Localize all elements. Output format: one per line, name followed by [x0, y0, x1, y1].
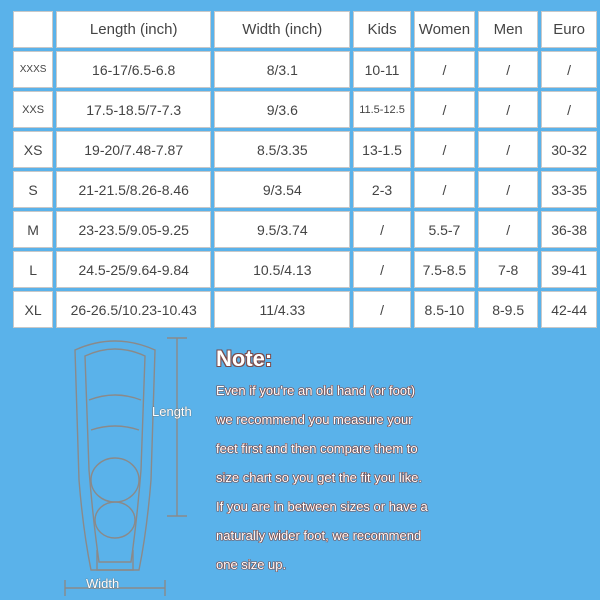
heel-strap: [97, 550, 133, 570]
men-cell: 8-9.5: [478, 291, 538, 328]
header-width: Width (inch): [214, 11, 350, 48]
men-cell: /: [478, 131, 538, 168]
table-row: [13, 51, 597, 88]
table-row: [13, 211, 597, 248]
women-cell: 7.5-8.5: [414, 251, 475, 288]
kids-cell: 2-3: [353, 171, 410, 208]
note-line: feet first and then compare them to: [216, 441, 418, 456]
note-line: Even if you're an old hand (or foot): [216, 383, 416, 398]
length-cell: 24.5-25/9.64-9.84: [56, 251, 211, 288]
note-title: Note:: [216, 346, 273, 371]
width-cell: 8/3.1: [214, 51, 350, 88]
length-cell: 17.5-18.5/7-7.3: [56, 91, 211, 128]
kids-cell: /: [353, 291, 410, 328]
women-cell: /: [414, 131, 475, 168]
size-cell: XXS: [13, 91, 53, 128]
men-cell: /: [478, 91, 538, 128]
table-row: [13, 251, 597, 288]
note-section: [216, 346, 596, 579]
note-line: we recommend you measure your: [216, 412, 413, 427]
fin-inner-outline: [85, 349, 145, 562]
kids-cell: 11.5-12.5: [353, 91, 410, 128]
header-women: Women: [414, 11, 475, 48]
note-line: If you are in between sizes or have a: [216, 499, 428, 514]
header-men: Men: [478, 11, 538, 48]
women-cell: 5.5-7: [414, 211, 475, 248]
kids-cell: 10-11: [353, 51, 410, 88]
length-cell: 23-23.5/9.05-9.25: [56, 211, 211, 248]
men-cell: /: [478, 51, 538, 88]
men-cell: /: [478, 171, 538, 208]
euro-cell: 30-32: [541, 131, 597, 168]
width-cell: 9/3.6: [214, 91, 350, 128]
note-line: size chart so you get the fit you like.: [216, 470, 422, 485]
table-row: [13, 171, 597, 208]
note-line: one size up.: [216, 557, 287, 572]
size-cell: XS: [13, 131, 53, 168]
length-cell: 21-21.5/8.26-8.46: [56, 171, 211, 208]
header-size: [13, 11, 53, 48]
euro-cell: /: [541, 51, 597, 88]
euro-cell: 36-38: [541, 211, 597, 248]
width-cell: 8.5/3.35: [214, 131, 350, 168]
table-header-row: [13, 11, 597, 48]
width-label: Width: [86, 576, 120, 591]
women-cell: 8.5-10: [414, 291, 475, 328]
women-cell: /: [414, 171, 475, 208]
table-row: [13, 91, 597, 128]
size-cell: S: [13, 171, 53, 208]
length-label: Length: [152, 404, 192, 419]
fin-rib: [91, 426, 139, 430]
euro-cell: 33-35: [541, 171, 597, 208]
length-cell: 16-17/6.5-6.8: [56, 51, 211, 88]
size-cell: XL: [13, 291, 53, 328]
header-kids: Kids: [353, 11, 410, 48]
header-length: Length (inch): [56, 11, 211, 48]
kids-cell: /: [353, 251, 410, 288]
size-cell: M: [13, 211, 53, 248]
length-cell: 19-20/7.48-7.87: [56, 131, 211, 168]
women-cell: /: [414, 51, 475, 88]
width-cell: 9.5/3.74: [214, 211, 350, 248]
fin-rib: [89, 395, 141, 400]
kids-cell: 13-1.5: [353, 131, 410, 168]
width-cell: 10.5/4.13: [214, 251, 350, 288]
swim-fin-diagram: [55, 330, 215, 600]
foot-pocket-inner: [95, 502, 135, 538]
women-cell: /: [414, 91, 475, 128]
note-line: naturally wider foot, we recommend: [216, 528, 422, 543]
kids-cell: /: [353, 211, 410, 248]
size-cell: XXXS: [13, 51, 53, 88]
table-row: [13, 291, 597, 328]
header-euro: Euro: [541, 11, 597, 48]
euro-cell: /: [541, 91, 597, 128]
men-cell: 7-8: [478, 251, 538, 288]
size-cell: L: [13, 251, 53, 288]
euro-cell: 39-41: [541, 251, 597, 288]
size-chart-table: [10, 8, 600, 331]
width-cell: 9/3.54: [214, 171, 350, 208]
length-cell: 26-26.5/10.23-10.43: [56, 291, 211, 328]
fin-outline: [75, 341, 155, 570]
foot-pocket: [91, 458, 139, 502]
table-row: [13, 131, 597, 168]
width-cell: 11/4.33: [214, 291, 350, 328]
euro-cell: 42-44: [541, 291, 597, 328]
men-cell: /: [478, 211, 538, 248]
